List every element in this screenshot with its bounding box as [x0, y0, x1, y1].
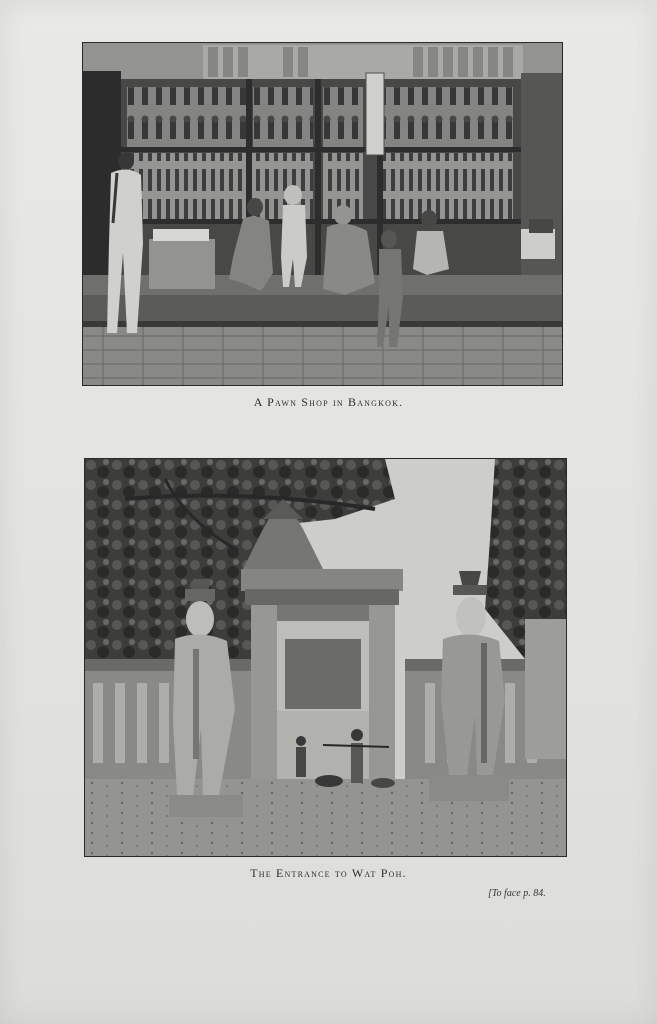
facing-page-note: [To face p. 84.: [488, 888, 546, 899]
pawn-shop-photograph: [82, 42, 563, 386]
wat-poh-entrance-photograph: [84, 458, 567, 857]
pawn-shop-caption: A Pawn Shop in Bangkok.: [253, 395, 404, 409]
wat-poh-caption: The Entrance to Wat Poh.: [250, 866, 407, 880]
